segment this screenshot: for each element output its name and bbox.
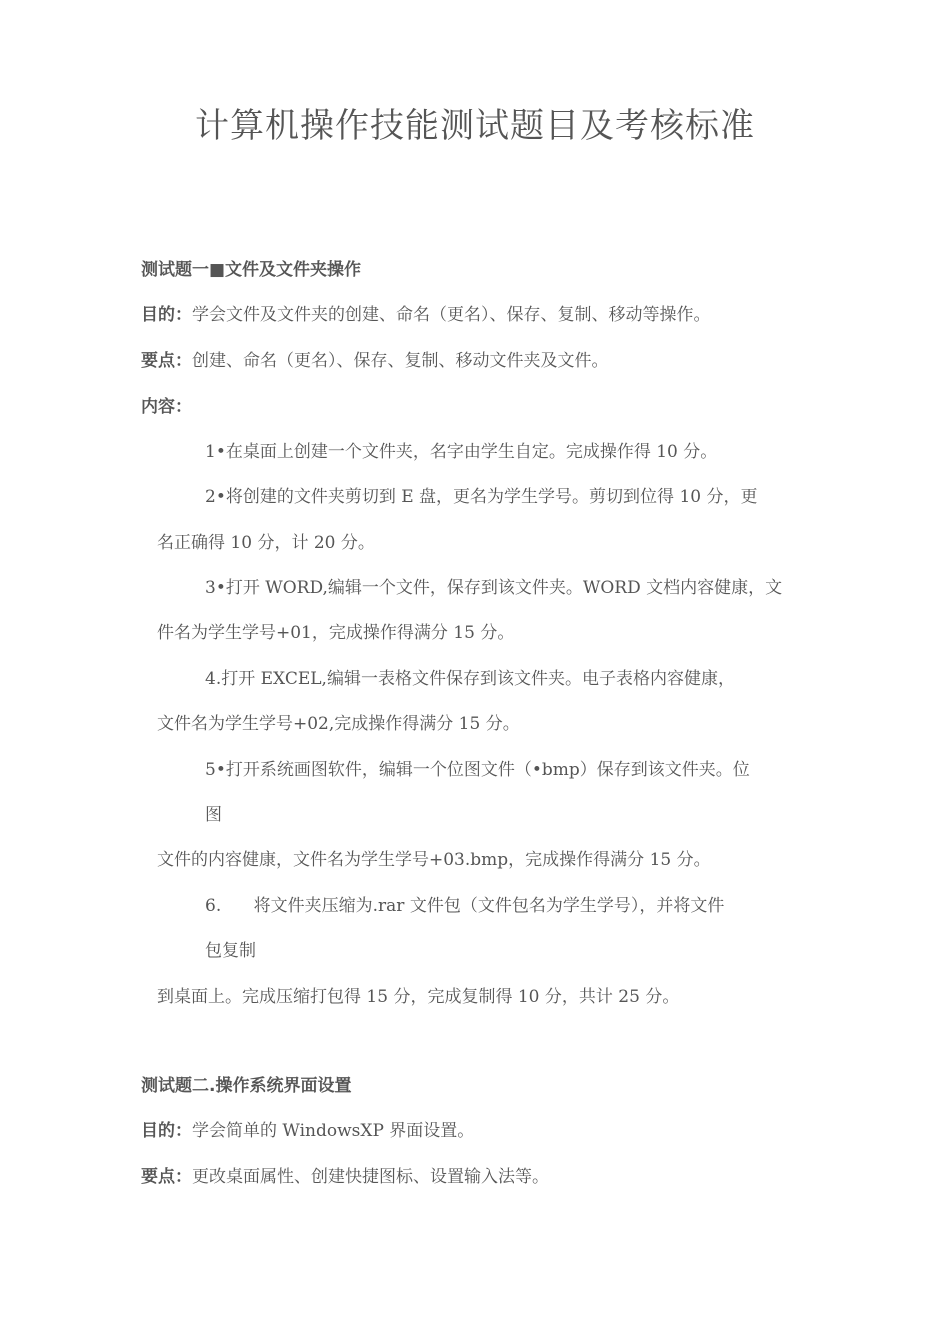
section2-heading: 测试题二.操作系统界面设置 (141, 1076, 352, 1096)
content-line-11: 6. 将文件夹压缩为.rar 文件包（文件包名为学生学号），并将文件 (205, 896, 725, 916)
section2-purpose-text: 学会简单的 WindowsXP 界面设置。 (192, 1121, 475, 1141)
section1-purpose-text: 学会文件及文件夹的创建、命名（更名）、保存、复制、移动等操作。 (192, 305, 711, 325)
content-line-8: 5•打开系统画图软件，编辑一个位图文件（•bmp）保存到该文件夹。位 (205, 760, 750, 780)
content-line-6: 4.打开 EXCEL,编辑一表格文件保存到该文件夹。电子表格内容健康， (205, 669, 735, 689)
content-line-7: 文件名为学生学号+02,完成操作得满分 15 分。 (157, 714, 520, 734)
section2-purpose-label: 目的： (141, 1121, 192, 1141)
content-line-3: 名正确得 10 分，计 20 分。 (157, 533, 375, 553)
section1-purpose-label: 目的： (141, 305, 192, 325)
section2-points-label: 要点： (141, 1167, 192, 1187)
content-line-13: 到桌面上。完成压缩打包得 15 分，完成复制得 10 分，共计 25 分。 (157, 987, 680, 1007)
section2-points (141, 1165, 549, 1189)
content-line-2: 2•将创建的文件夹剪切到 E 盘，更名为学生学号。剪切到位得 10 分，更 (205, 487, 758, 507)
section1-points-text: 创建、命名（更名）、保存、复制、移动文件夹及文件。 (192, 351, 609, 371)
section1-heading: 测试题一■文件及文件夹操作 (141, 260, 362, 280)
section1-purpose (141, 303, 711, 327)
content-line-5: 件名为学生学号+01，完成操作得满分 15 分。 (157, 623, 515, 643)
section2-purpose (141, 1119, 474, 1143)
content-line-10: 文件的内容健康，文件名为学生学号+03.bmp，完成操作得满分 15 分。 (157, 850, 711, 870)
content-line-4: 3•打开 WORD,编辑一个文件，保存到该文件夹。WORD 文档内容健康，文 (205, 578, 783, 598)
content-line-12: 包复制 (205, 941, 256, 961)
section1-points-label: 要点： (141, 351, 192, 371)
content-line-1: 1•在桌面上创建一个文件夹，名字由学生自定。完成操作得 10 分。 (205, 442, 718, 462)
content-line-9: 图 (205, 805, 222, 825)
section2-points-text: 更改桌面属性、创建快捷图标、设置输入法等。 (192, 1167, 549, 1187)
section1-content-label: 内容： (141, 397, 192, 417)
document-title: 计算机操作技能测试题目及考核标准 (195, 106, 755, 146)
section1-points (141, 349, 609, 373)
